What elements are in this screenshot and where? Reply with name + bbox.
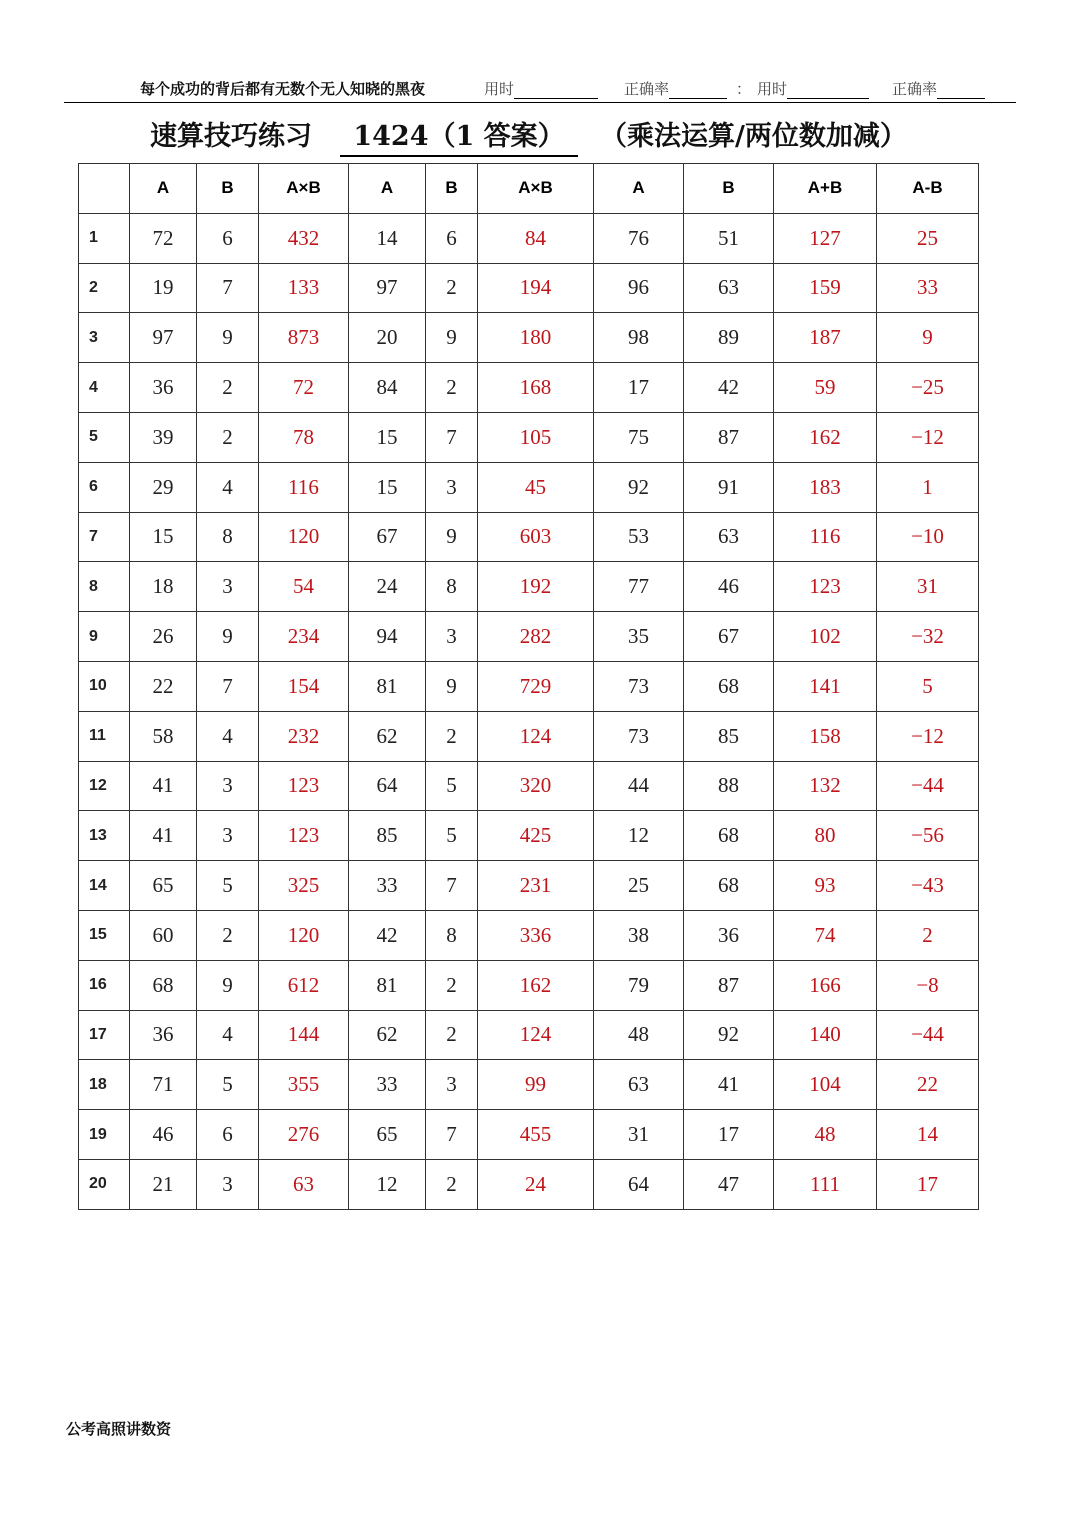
- answer-cell: 116: [774, 512, 877, 562]
- accuracy-blank-2: [937, 82, 985, 99]
- title-code: 1424（1 答案）: [340, 114, 578, 157]
- operand-cell: 68: [684, 811, 774, 861]
- operand-cell: 41: [684, 1060, 774, 1110]
- operand-cell: 26: [130, 612, 197, 662]
- operand-cell: 29: [130, 462, 197, 512]
- operand-cell: 8: [426, 562, 478, 612]
- operand-cell: 5: [426, 761, 478, 811]
- operand-cell: 81: [349, 661, 426, 711]
- time-field-1: [484, 78, 598, 99]
- operand-cell: 39: [130, 412, 197, 462]
- accuracy-label-1: 正确率: [624, 80, 670, 98]
- answer-cell: 162: [478, 960, 594, 1010]
- answer-cell: 612: [259, 960, 349, 1010]
- row-number: 15: [79, 910, 130, 960]
- answer-cell: 63: [259, 1159, 349, 1209]
- answer-cell: 102: [774, 612, 877, 662]
- operand-cell: 9: [197, 313, 259, 363]
- answer-cell: 33: [877, 263, 979, 313]
- answer-cell: −8: [877, 960, 979, 1010]
- operand-cell: 17: [684, 1110, 774, 1160]
- operand-cell: 89: [684, 313, 774, 363]
- accuracy-field-2: [892, 78, 985, 99]
- column-header-a: A: [130, 164, 197, 214]
- header-bar: [64, 74, 1016, 103]
- operand-cell: 63: [684, 512, 774, 562]
- operand-cell: 6: [426, 213, 478, 263]
- answer-cell: 154: [259, 661, 349, 711]
- answer-cell: 105: [478, 412, 594, 462]
- operand-cell: 84: [349, 363, 426, 413]
- operand-cell: 5: [197, 861, 259, 911]
- row-number: 1: [79, 213, 130, 263]
- time-field-2: [736, 78, 869, 99]
- operand-cell: 14: [349, 213, 426, 263]
- operand-cell: 47: [684, 1159, 774, 1209]
- operand-cell: 97: [130, 313, 197, 363]
- operand-cell: 3: [197, 1159, 259, 1209]
- answer-cell: −44: [877, 761, 979, 811]
- column-header-b: B: [684, 164, 774, 214]
- answer-cell: 232: [259, 711, 349, 761]
- operand-cell: 9: [426, 661, 478, 711]
- row-number: 12: [79, 761, 130, 811]
- answer-cell: 425: [478, 811, 594, 861]
- answer-cell: 78: [259, 412, 349, 462]
- operand-cell: 3: [426, 612, 478, 662]
- answer-cell: 180: [478, 313, 594, 363]
- answer-cell: 729: [478, 661, 594, 711]
- column-header-a-plus-b: A+B: [774, 164, 877, 214]
- answer-cell: 5: [877, 661, 979, 711]
- answer-cell: 74: [774, 910, 877, 960]
- operand-cell: 19: [130, 263, 197, 313]
- operand-cell: 3: [197, 761, 259, 811]
- operand-cell: 87: [684, 960, 774, 1010]
- operand-cell: 73: [594, 661, 684, 711]
- operand-cell: 60: [130, 910, 197, 960]
- answer-cell: 116: [259, 462, 349, 512]
- operand-cell: 67: [684, 612, 774, 662]
- column-header-b: B: [197, 164, 259, 214]
- answer-cell: 9: [877, 313, 979, 363]
- answer-cell: −12: [877, 412, 979, 462]
- row-number: 8: [79, 562, 130, 612]
- answer-cell: 72: [259, 363, 349, 413]
- table-row: [79, 811, 979, 861]
- table-row: [79, 1110, 979, 1160]
- row-number: 11: [79, 711, 130, 761]
- table-row: [79, 363, 979, 413]
- answer-cell: 1: [877, 462, 979, 512]
- answer-cell: 141: [774, 661, 877, 711]
- operand-cell: 2: [426, 363, 478, 413]
- answer-cell: −12: [877, 711, 979, 761]
- operand-cell: 9: [197, 612, 259, 662]
- operand-cell: 58: [130, 711, 197, 761]
- operand-cell: 5: [197, 1060, 259, 1110]
- row-number: 4: [79, 363, 130, 413]
- operand-cell: 51: [684, 213, 774, 263]
- operand-cell: 76: [594, 213, 684, 263]
- table-row: [79, 512, 979, 562]
- answer-cell: 31: [877, 562, 979, 612]
- answer-cell: 603: [478, 512, 594, 562]
- table-row: [79, 910, 979, 960]
- operand-cell: 4: [197, 711, 259, 761]
- operand-cell: 85: [684, 711, 774, 761]
- operand-cell: 68: [684, 861, 774, 911]
- table-row: [79, 313, 979, 363]
- operand-cell: 64: [594, 1159, 684, 1209]
- operand-cell: 46: [130, 1110, 197, 1160]
- table-row: [79, 412, 979, 462]
- answer-cell: 320: [478, 761, 594, 811]
- answer-cell: 124: [478, 1010, 594, 1060]
- operand-cell: 2: [426, 1010, 478, 1060]
- operand-cell: 64: [349, 761, 426, 811]
- operand-cell: 2: [197, 910, 259, 960]
- answer-cell: 93: [774, 861, 877, 911]
- operand-cell: 48: [594, 1010, 684, 1060]
- column-header-a: A: [349, 164, 426, 214]
- operand-cell: 62: [349, 711, 426, 761]
- table-row: [79, 612, 979, 662]
- operand-cell: 42: [684, 363, 774, 413]
- answer-cell: 276: [259, 1110, 349, 1160]
- table-row: [79, 1159, 979, 1209]
- answer-cell: 123: [259, 761, 349, 811]
- answer-cell: 168: [478, 363, 594, 413]
- operand-cell: 9: [426, 512, 478, 562]
- operand-cell: 8: [197, 512, 259, 562]
- operand-cell: 62: [349, 1010, 426, 1060]
- operand-cell: 3: [197, 811, 259, 861]
- accuracy-label-2: 正确率: [892, 80, 938, 98]
- title-main: 速算技巧练习: [150, 121, 312, 152]
- row-number: 20: [79, 1159, 130, 1209]
- accuracy-field-1: [624, 78, 727, 99]
- operand-cell: 20: [349, 313, 426, 363]
- operand-cell: 96: [594, 263, 684, 313]
- operand-cell: 98: [594, 313, 684, 363]
- operand-cell: 7: [197, 661, 259, 711]
- operand-cell: 2: [426, 960, 478, 1010]
- answer-cell: 455: [478, 1110, 594, 1160]
- row-number: 2: [79, 263, 130, 313]
- operand-cell: 44: [594, 761, 684, 811]
- answer-cell: 158: [774, 711, 877, 761]
- answer-cell: 192: [478, 562, 594, 612]
- answer-cell: 183: [774, 462, 877, 512]
- operand-cell: 24: [349, 562, 426, 612]
- operand-cell: 63: [594, 1060, 684, 1110]
- answer-cell: 99: [478, 1060, 594, 1110]
- answer-cell: 48: [774, 1110, 877, 1160]
- operand-cell: 35: [594, 612, 684, 662]
- answer-cell: 194: [478, 263, 594, 313]
- answer-cell: 17: [877, 1159, 979, 1209]
- answer-cell: −44: [877, 1010, 979, 1060]
- motto-text: 每个成功的背后都有无数个无人知晓的黑夜: [140, 80, 426, 98]
- operand-cell: 3: [426, 1060, 478, 1110]
- operand-cell: 68: [684, 661, 774, 711]
- operand-cell: 85: [349, 811, 426, 861]
- answer-cell: 873: [259, 313, 349, 363]
- answer-cell: 282: [478, 612, 594, 662]
- operand-cell: 2: [426, 711, 478, 761]
- operand-cell: 12: [594, 811, 684, 861]
- answer-cell: 355: [259, 1060, 349, 1110]
- operand-cell: 75: [594, 412, 684, 462]
- answer-cell: 104: [774, 1060, 877, 1110]
- table-row: [79, 462, 979, 512]
- answer-cell: −32: [877, 612, 979, 662]
- column-header-index: [79, 164, 130, 214]
- column-header-a-minus-b: A-B: [877, 164, 979, 214]
- operand-cell: 9: [426, 313, 478, 363]
- operand-cell: 87: [684, 412, 774, 462]
- column-header-b: B: [426, 164, 478, 214]
- answer-cell: 22: [877, 1060, 979, 1110]
- table-row: [79, 960, 979, 1010]
- answer-cell: 325: [259, 861, 349, 911]
- operand-cell: 65: [130, 861, 197, 911]
- operand-cell: 81: [349, 960, 426, 1010]
- operand-cell: 7: [197, 263, 259, 313]
- column-header-a-times-b: A×B: [259, 164, 349, 214]
- operand-cell: 25: [594, 861, 684, 911]
- answer-cell: 162: [774, 412, 877, 462]
- operand-cell: 7: [426, 412, 478, 462]
- row-number: 3: [79, 313, 130, 363]
- operand-cell: 41: [130, 811, 197, 861]
- table-row: [79, 761, 979, 811]
- answer-cell: 54: [259, 562, 349, 612]
- table-row: [79, 1010, 979, 1060]
- row-number: 13: [79, 811, 130, 861]
- operand-cell: 7: [426, 1110, 478, 1160]
- answer-cell: 336: [478, 910, 594, 960]
- time-blank-2: [787, 82, 869, 99]
- operand-cell: 33: [349, 1060, 426, 1110]
- operand-cell: 3: [426, 462, 478, 512]
- table-row: [79, 1060, 979, 1110]
- row-number: 9: [79, 612, 130, 662]
- operand-cell: 33: [349, 861, 426, 911]
- answer-cell: 59: [774, 363, 877, 413]
- footer-text: 公考高照讲数资: [66, 1420, 172, 1438]
- answer-cell: 123: [259, 811, 349, 861]
- answer-cell: 123: [774, 562, 877, 612]
- operand-cell: 18: [130, 562, 197, 612]
- answer-cell: 84: [478, 213, 594, 263]
- answer-cell: 111: [774, 1159, 877, 1209]
- table-row: [79, 711, 979, 761]
- answer-cell: 159: [774, 263, 877, 313]
- operand-cell: 31: [594, 1110, 684, 1160]
- exercise-table: [78, 163, 979, 1210]
- answer-cell: 80: [774, 811, 877, 861]
- answer-cell: −10: [877, 512, 979, 562]
- operand-cell: 5: [426, 811, 478, 861]
- operand-cell: 71: [130, 1060, 197, 1110]
- operand-cell: 42: [349, 910, 426, 960]
- answer-cell: 45: [478, 462, 594, 512]
- operand-cell: 12: [349, 1159, 426, 1209]
- operand-cell: 92: [594, 462, 684, 512]
- operand-cell: 91: [684, 462, 774, 512]
- column-header-a: A: [594, 164, 684, 214]
- operand-cell: 79: [594, 960, 684, 1010]
- title-subtitle: （乘法运算/两位数加减）: [600, 121, 907, 152]
- row-number: 5: [79, 412, 130, 462]
- table-row: [79, 661, 979, 711]
- operand-cell: 15: [349, 412, 426, 462]
- operand-cell: 8: [426, 910, 478, 960]
- answer-cell: 140: [774, 1010, 877, 1060]
- answer-cell: −56: [877, 811, 979, 861]
- operand-cell: 36: [130, 363, 197, 413]
- answer-cell: 127: [774, 213, 877, 263]
- time-label-2: 用时: [757, 80, 788, 98]
- accuracy-blank-1: [669, 82, 727, 99]
- row-number: 19: [79, 1110, 130, 1160]
- operand-cell: 6: [197, 1110, 259, 1160]
- row-number: 10: [79, 661, 130, 711]
- table-row: [79, 562, 979, 612]
- table-row: [79, 213, 979, 263]
- answer-cell: 166: [774, 960, 877, 1010]
- answer-cell: 25: [877, 213, 979, 263]
- time-label-1: 用时: [484, 80, 515, 98]
- answer-cell: 231: [478, 861, 594, 911]
- operand-cell: 88: [684, 761, 774, 811]
- operand-cell: 4: [197, 462, 259, 512]
- answer-cell: 132: [774, 761, 877, 811]
- answer-cell: 144: [259, 1010, 349, 1060]
- answer-cell: 124: [478, 711, 594, 761]
- operand-cell: 72: [130, 213, 197, 263]
- page-title: [150, 110, 950, 152]
- operand-cell: 38: [594, 910, 684, 960]
- answer-cell: 234: [259, 612, 349, 662]
- answer-cell: 432: [259, 213, 349, 263]
- operand-cell: 36: [130, 1010, 197, 1060]
- operand-cell: 2: [197, 363, 259, 413]
- operand-cell: 7: [426, 861, 478, 911]
- answer-cell: 120: [259, 910, 349, 960]
- operand-cell: 68: [130, 960, 197, 1010]
- operand-cell: 15: [349, 462, 426, 512]
- operand-cell: 6: [197, 213, 259, 263]
- operand-cell: 2: [426, 1159, 478, 1209]
- operand-cell: 2: [197, 412, 259, 462]
- operand-cell: 92: [684, 1010, 774, 1060]
- answer-cell: 2: [877, 910, 979, 960]
- operand-cell: 73: [594, 711, 684, 761]
- operand-cell: 63: [684, 263, 774, 313]
- answer-cell: 133: [259, 263, 349, 313]
- table-row: [79, 861, 979, 911]
- column-header-a-times-b: A×B: [478, 164, 594, 214]
- operand-cell: 65: [349, 1110, 426, 1160]
- table-row: [79, 263, 979, 313]
- operand-cell: 46: [684, 562, 774, 612]
- answer-cell: 14: [877, 1110, 979, 1160]
- operand-cell: 94: [349, 612, 426, 662]
- operand-cell: 41: [130, 761, 197, 811]
- operand-cell: 9: [197, 960, 259, 1010]
- row-number: 7: [79, 512, 130, 562]
- row-number: 16: [79, 960, 130, 1010]
- operand-cell: 21: [130, 1159, 197, 1209]
- operand-cell: 15: [130, 512, 197, 562]
- operand-cell: 67: [349, 512, 426, 562]
- table-header-row: [79, 164, 979, 214]
- answer-cell: 187: [774, 313, 877, 363]
- row-number: 18: [79, 1060, 130, 1110]
- answer-cell: 120: [259, 512, 349, 562]
- row-number: 6: [79, 462, 130, 512]
- operand-cell: 17: [594, 363, 684, 413]
- row-number: 14: [79, 861, 130, 911]
- operand-cell: 77: [594, 562, 684, 612]
- operand-cell: 2: [426, 263, 478, 313]
- operand-cell: 3: [197, 562, 259, 612]
- separator: ：: [736, 80, 752, 98]
- operand-cell: 22: [130, 661, 197, 711]
- operand-cell: 36: [684, 910, 774, 960]
- answer-cell: −25: [877, 363, 979, 413]
- answer-cell: −43: [877, 861, 979, 911]
- operand-cell: 4: [197, 1010, 259, 1060]
- row-number: 17: [79, 1010, 130, 1060]
- time-blank-1: [514, 82, 598, 99]
- operand-cell: 97: [349, 263, 426, 313]
- table-body: [79, 213, 979, 1209]
- answer-cell: 24: [478, 1159, 594, 1209]
- operand-cell: 53: [594, 512, 684, 562]
